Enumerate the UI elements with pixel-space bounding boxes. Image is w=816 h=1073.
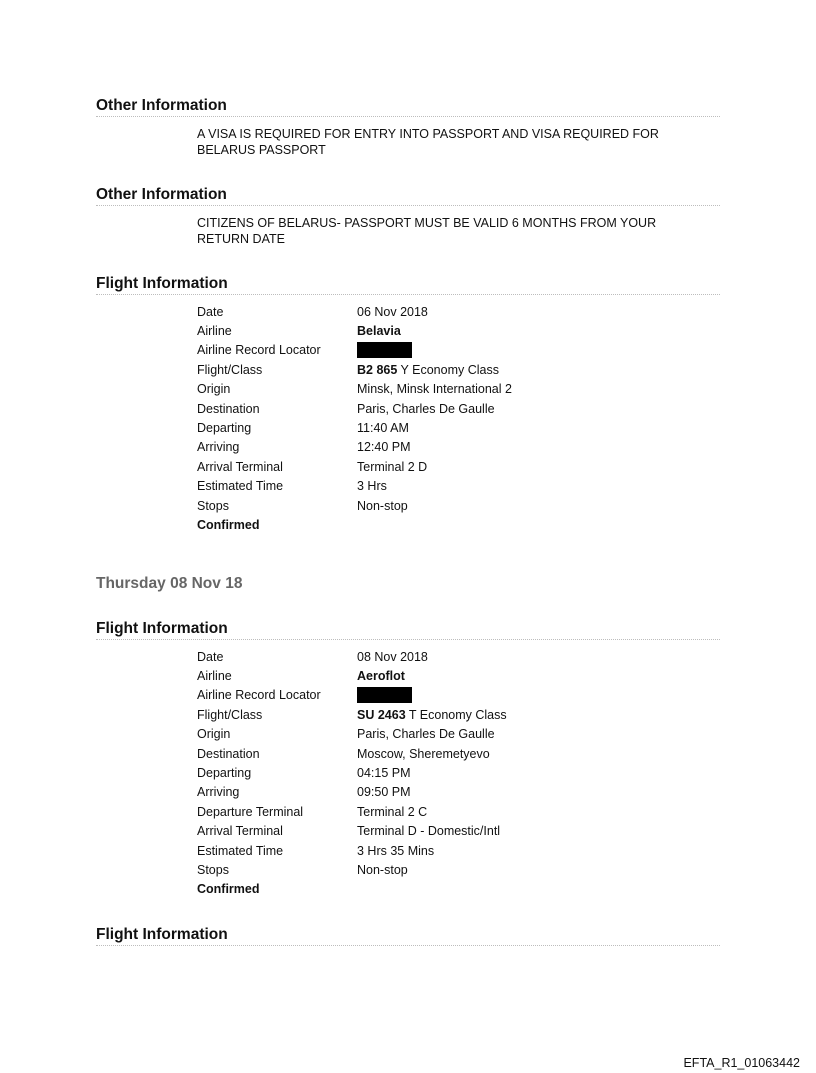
arrival-terminal-label: Arrival Terminal xyxy=(197,824,283,839)
airline-label: Airline xyxy=(197,324,232,339)
origin-row xyxy=(197,380,512,399)
date-label: Date xyxy=(197,304,224,319)
airline-label: Airline xyxy=(197,669,232,684)
origin-row xyxy=(197,725,507,744)
stops-value: Non-stop xyxy=(357,862,408,877)
record-locator-label: Airline Record Locator xyxy=(197,343,321,358)
arriving-label: Arriving xyxy=(197,785,240,800)
redacted-record-locator xyxy=(357,687,412,703)
date-row xyxy=(197,302,512,321)
estimated-time-value: 3 Hrs xyxy=(357,479,387,494)
redacted-record-locator xyxy=(357,342,412,358)
destination-label: Destination xyxy=(197,401,260,416)
arrival-terminal-value: Terminal 2 D xyxy=(357,459,428,474)
other-info-line: CITIZENS OF BELARUS- PASSPORT MUST BE VALID 6 MONTHS FROM YOUR xyxy=(197,216,657,230)
departing-label: Departing xyxy=(197,421,252,436)
estimated-time-label: Estimated Time xyxy=(197,479,284,494)
other-info-heading: Other Information xyxy=(96,97,720,117)
arrival-terminal-value: Terminal D - Domestic/Intl xyxy=(357,824,501,839)
status-row xyxy=(197,515,512,534)
date-value: 06 Nov 2018 xyxy=(357,304,428,319)
arrival-terminal-label: Arrival Terminal xyxy=(197,459,283,474)
flight-class-row xyxy=(197,360,512,379)
stops-value: Non-stop xyxy=(357,498,408,513)
record-locator-row xyxy=(197,686,507,705)
departing-row xyxy=(197,418,512,437)
document-id: EFTA_R1_01063442 xyxy=(683,1056,800,1070)
destination-row xyxy=(197,399,512,418)
arriving-value: 12:40 PM xyxy=(357,440,411,455)
estimated-time-value: 3 Hrs 35 Mins xyxy=(357,843,435,858)
status-confirmed: Confirmed xyxy=(197,882,260,897)
flight-info-heading: Flight Information xyxy=(96,275,720,295)
airline-value: Belavia xyxy=(357,324,401,339)
origin-label: Origin xyxy=(197,727,231,742)
date-label: Date xyxy=(197,649,224,664)
stops-row xyxy=(197,496,512,515)
day-heading: Thursday 08 Nov 18 xyxy=(96,575,243,592)
flight-details-table xyxy=(197,647,507,899)
airline-row xyxy=(197,666,507,685)
other-info-line: A VISA IS REQUIRED FOR ENTRY INTO PASSPORT AND VISA REQUIRED FOR xyxy=(197,127,659,141)
departure-terminal-row xyxy=(197,802,507,821)
departing-label: Departing xyxy=(197,766,252,781)
flight-details-table xyxy=(197,302,512,535)
flight-class-label: Flight/Class xyxy=(197,707,263,722)
arriving-row xyxy=(197,438,512,457)
other-info-heading: Other Information xyxy=(96,186,720,206)
airline-row xyxy=(197,321,512,340)
destination-value: Paris, Charles De Gaulle xyxy=(357,401,495,416)
date-value: 08 Nov 2018 xyxy=(357,649,428,664)
other-info-text xyxy=(197,127,717,158)
estimated-time-label: Estimated Time xyxy=(197,843,284,858)
airline-value: Aeroflot xyxy=(357,669,405,684)
arriving-value: 09:50 PM xyxy=(357,785,411,800)
flight-number: B2 865 xyxy=(357,362,398,377)
other-info-line: RETURN DATE xyxy=(197,231,285,246)
date-row xyxy=(197,647,507,666)
arriving-label: Arriving xyxy=(197,440,240,455)
flight-info-heading: Flight Information xyxy=(96,926,720,946)
estimated-time-row xyxy=(197,477,512,496)
record-locator-label: Airline Record Locator xyxy=(197,688,321,703)
departure-terminal-value: Terminal 2 C xyxy=(357,804,428,819)
status-row xyxy=(197,880,507,899)
departing-value: 11:40 AM xyxy=(357,421,409,436)
destination-value: Moscow, Sheremetyevo xyxy=(357,746,490,761)
fare-class: T Economy Class xyxy=(405,707,507,722)
destination-label: Destination xyxy=(197,746,260,761)
stops-row xyxy=(197,860,507,879)
stops-label: Stops xyxy=(197,862,229,877)
flight-class-label: Flight/Class xyxy=(197,362,263,377)
arrival-terminal-row xyxy=(197,457,512,476)
destination-row xyxy=(197,744,507,763)
arrival-terminal-row xyxy=(197,822,507,841)
origin-label: Origin xyxy=(197,382,231,397)
flight-class-row xyxy=(197,705,507,724)
origin-value: Minsk, Minsk International 2 xyxy=(357,382,512,397)
arriving-row xyxy=(197,783,507,802)
departing-value: 04:15 PM xyxy=(357,766,411,781)
flight-number: SU 2463 xyxy=(357,707,406,722)
status-confirmed: Confirmed xyxy=(197,517,260,532)
flight-info-heading: Flight Information xyxy=(96,620,720,640)
stops-label: Stops xyxy=(197,498,229,513)
estimated-time-row xyxy=(197,841,507,860)
other-info-text xyxy=(197,216,717,247)
departure-terminal-label: Departure Terminal xyxy=(197,804,304,819)
other-info-line: BELARUS PASSPORT xyxy=(197,142,326,157)
fare-class: Y Economy Class xyxy=(397,362,499,377)
origin-value: Paris, Charles De Gaulle xyxy=(357,727,495,742)
record-locator-row xyxy=(197,341,512,360)
departing-row xyxy=(197,763,507,782)
